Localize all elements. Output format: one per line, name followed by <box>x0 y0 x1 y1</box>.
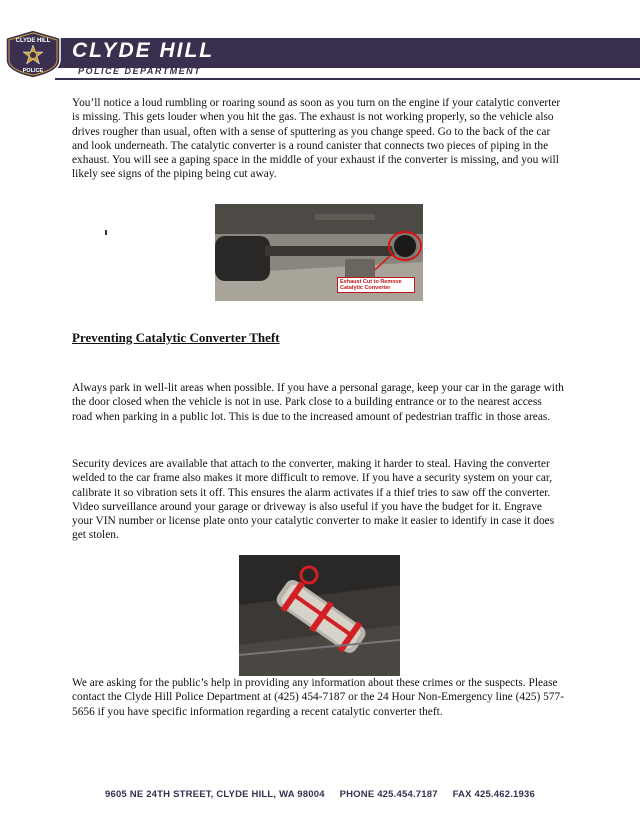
protected-converter-photo <box>239 555 400 676</box>
badge-top-text: CLYDE HILL <box>15 38 51 44</box>
stray-mark <box>105 230 107 235</box>
paragraph-missing-converter-signs: You’ll notice a loud rumbling or roaring sound as soon as you turn on the engine if your catalytic converter is missing. This gets louder when you hit the gas. The exhaust is not working properly, so the vehicle also drives rougher than usual, often with a sense of sputtering as you change speed. Go to the back of the car and look underneath. The catalytic converter is a round canister that connects two pieces of piping in the exhaust. You will see a gaping space in the middle of your exhaust if the converter is missing, and you will likely see signs of the piping being cut away. <box>72 97 561 181</box>
footer-fax: FAX 425.462.1936 <box>452 789 535 800</box>
badge-bottom-text: POLICE <box>22 68 44 74</box>
photo-caption-exhaust-cut: Exhaust Cut to Remove Catalytic Converter <box>337 277 415 293</box>
police-badge-logo <box>2 28 64 80</box>
paragraph-parking-tips: Always park in well-lit areas when possible. If you have a personal garage, keep your car in the garage with the door closed when the vehicle is not in use. Park close to a building entrance or to the nearest access road when parking in a public lot. This is due to the increased amount of pedestrian traffic in those areas. <box>72 382 564 423</box>
paragraph-security-devices: Security devices are available that attach to the converter, making it harder to steal. Having the converter welded to the car frame also makes it more difficult to remove. If you have a security system on your car, calibrate it so vibration sets it off. This ensures the alarm activates if a thief tries to saw off the converter. Video surveillance around your garage or driveway is also useful if you have the budget for it. Engrave your VIN number or license plate onto your catalytic converter to make it easier to identify in case it does get stolen. <box>72 458 555 542</box>
footer-address: 9605 NE 24TH STREET, CLYDE HILL, WA 98004 <box>104 789 325 800</box>
footer-contact <box>0 789 640 800</box>
header-title: CLYDE HILL <box>72 39 215 62</box>
footer-phone: PHONE 425.454.7187 <box>339 789 438 800</box>
header-subtitle: POLICE DEPARTMENT <box>78 66 202 76</box>
section-heading: Preventing Catalytic Converter Theft <box>72 330 280 345</box>
paragraph-public-help: We are asking for the public’s help in providing any information about these crimes or the suspects. Please contact the Clyde Hill Police Department at (425) 454-7187 or the 24 Hour Non-Emergency line (425) 577-5656 if you have specific information regarding a recent catalytic converter theft. <box>72 677 564 718</box>
